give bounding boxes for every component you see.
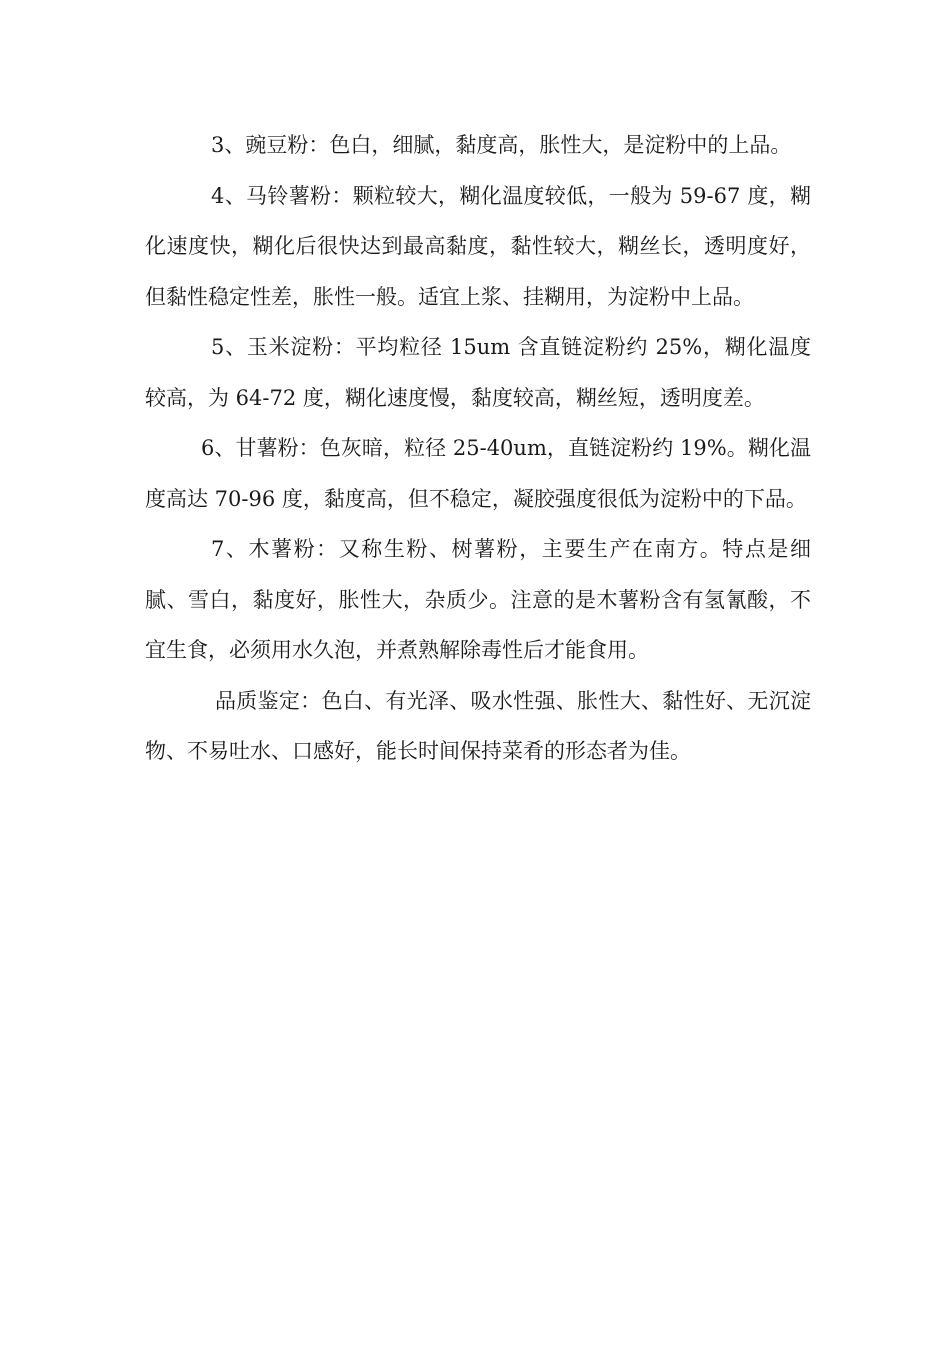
paragraph-corn-starch: 5、玉米淀粉：平均粒径 15um 含直链淀粉约 25%，糊化温度较高，为 64-72 度，糊化速度慢，黏度较高，糊丝短，透明度差。: [145, 335, 811, 410]
paragraph-cassava-starch: 7、木薯粉：又称生粉、树薯粉，主要生产在南方。特点是细腻、雪白，黏度好，胀性大，杂质少。注意的是木薯粉含有氢氰酸，不宜生食，必须用水久泡，并煮熟解除毒性后才能食用。: [145, 537, 811, 662]
paragraph-quality-assessment: 品质鉴定：色白、有光泽、吸水性强、胀性大、黏性好、无沉淀物、不易吐水、口感好，能长时间保持菜肴的形态者为佳。: [145, 688, 811, 763]
paragraph-potato-starch: 4、马铃薯粉：颗粒较大，糊化温度较低，一般为 59-67 度，糊化速度快，糊化后很快达到最高黏度，黏性较大，糊丝长，透明度好，但黏性稳定性差，胀性一般。适宜上浆、挂糊用，为淀粉中上品。: [145, 183, 811, 309]
paragraph-sweet-potato-starch: 6、甘薯粉：色灰暗，粒径 25-40um，直链淀粉约 19%。糊化温度高达 70-96 度，黏度高，但不稳定，凝胶强度很低为淀粉中的下品。: [145, 436, 811, 511]
paragraph-pea-starch: 3、豌豆粉：色白，细腻，黏度高，胀性大，是淀粉中的上品。: [211, 133, 792, 157]
document-body: [145, 120, 811, 777]
